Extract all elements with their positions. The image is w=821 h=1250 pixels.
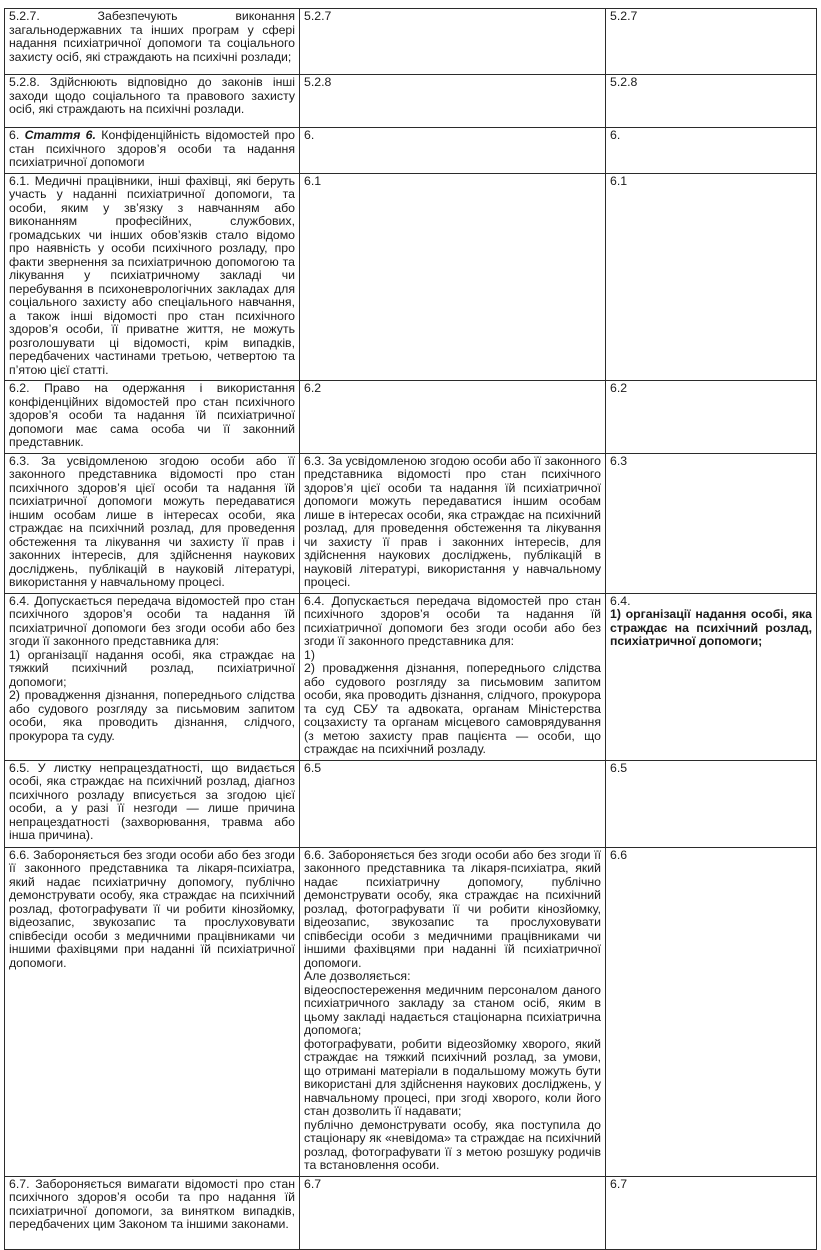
original-text-cell: 6.5. У листку непрацездатності, що видається особі, яка страждає на психічний розлад, діагноз психічного розладу вписується за згодою цієї особи, а у разі її незгоди — лише причина непрацездатності (захворювання, травма або інша причина). xyxy=(5,760,300,847)
table-row xyxy=(5,760,817,847)
proposed-text-cell: 6.6. Забороняється без згоди особи або без згоди її законного представника та лікаря-психіатра, який надає психіатричну допомогу, публічно демонструвати особу, яка страждає на психічний розлад, фотографувати її чи робити кінозйомку, відеозапис, звукозапис та прослуховувати співбесіди особи з медичними працівниками чи іншими фахівцями при наданні їй психіатричної допомоги. Але дозволяється: відеоспостереження медичним персоналом даного психіатричного закладу за станом осіб, яким в цьому закладі надається стаціонарна психіатрична допомога; фотографувати, робити відеозйомку хворого, який страждає на тяжкий психічний розлад, за умови, що отримані матеріали в подальшому можуть бути використані для здійснення наукових досліджень, у навчальному процесі, при згоді хворого, коли його стан дозволить її надавати; публічно демонструвати особу, яка поступила до стаціонару як «невідома» та страждає на психічний розлад, фотографувати її з метою розшуку родичів та встановлення особи. xyxy=(300,847,606,1176)
original-text-cell: 6.4. Допускається передача відомостей про стан психічного здоров’я особи та надання їй психіатричної допомоги без згоди особи або без згоди її законного представника для: 1) організації надання особі, яка страждає на тяжкий психічний розлад, психіатричної допомоги; 2) провадження дізнання, попереднього слідства або судового розгляду за письмовим запитом особи, яка проводить дізнання, слідчого, прокурора та суду. xyxy=(5,593,300,760)
comment-cell: 6. xyxy=(606,128,817,174)
table-row xyxy=(5,128,817,174)
table-row xyxy=(5,381,817,454)
proposed-text-cell: 6.7 xyxy=(300,1176,606,1249)
comment-cell: 6.5 xyxy=(606,760,817,847)
table-row xyxy=(5,75,817,128)
table-row xyxy=(5,9,817,75)
comment-cell: 6.7 xyxy=(606,1176,817,1249)
comment-cell: 6.1 xyxy=(606,173,817,381)
original-text-cell: 6.2. Право на одержання і використання конфіденційних відомостей про стан психічного здоров’я особи та надання їй психіатричної допомоги має сама особа чи її законний представник. xyxy=(5,381,300,454)
proposed-text-cell: 6.2 xyxy=(300,381,606,454)
comment-cell xyxy=(606,593,817,760)
comment-cell: 5.2.7 xyxy=(606,9,817,75)
article-title-text: Конфіденційність відомостей про стан психічного здоров’я особи та надання психіатричної допомоги xyxy=(9,128,296,169)
proposed-text-cell: 6. xyxy=(300,128,606,174)
original-text-cell: 6.6. Забороняється без згоди особи або без згоди її законного представника та лікаря-психіатра, який надає психіатричну допомогу, публічно демонструвати особу, яка страждає на психічний розлад, фотографувати її чи робити кінозйомку, відеозапис, звукозапис та прослуховувати співбесіди особи з медичними працівниками чи іншими фахівцями при наданні їй психіатричної допомоги. xyxy=(5,847,300,1176)
table-row xyxy=(5,453,817,593)
comparison-table xyxy=(4,8,817,1250)
original-text-cell: 6.1. Медичні працівники, інші фахівці, які беруть участь у наданні психіатричної допомоги, та особи, яким у зв’язку з навчанням або виконанням професійних, службових, громадських чи інших обов’язків стало відомо про наявність у особи психічного розладу, про факти звернення за психіатричною допомогою та лікування у психіатричному закладі чи перебування в психоневрологічних закладах для соціального захисту або спеціального навчання, а також інші відомості про стан психічного здоров’я особи, її приватне життя, не можуть розголошувати ці відомості, крім випадків, передбачених частинами третьою, четвертою та п’ятою цієї статті. xyxy=(5,173,300,381)
comment-cell: 6.2 xyxy=(606,381,817,454)
proposed-text-cell: 5.2.7 xyxy=(300,9,606,75)
table-row xyxy=(5,1176,817,1249)
comment-cell: 6.3 xyxy=(606,453,817,593)
proposed-text-cell: 5.2.8 xyxy=(300,75,606,128)
comment-cell: 6.6 xyxy=(606,847,817,1176)
table-row xyxy=(5,173,817,381)
proposed-text-cell: 6.5 xyxy=(300,760,606,847)
comment-number: 6.4. xyxy=(610,593,631,608)
original-text-cell: 5.2.8. Здійснюють відповідно до законів інші заходи щодо соціального та правового захисту осіб, які страждають на психічні розлади. xyxy=(5,75,300,128)
comment-cell: 5.2.8 xyxy=(606,75,817,128)
original-text-cell: 6.7. Забороняється вимагати відомості про стан психічного здоров’я особи та про надання їй психіатричної допомоги, за винятком випадків, передбачених цим Законом та іншими законами. xyxy=(5,1176,300,1249)
article-title-emphasis: Стаття 6. xyxy=(24,128,96,142)
original-text-cell: 5.2.7. Забезпечують виконання загальнодержавних та інших програм у сфері надання психіатричної допомоги та соціального захисту осіб, які страждають на психічні розлади; xyxy=(5,9,300,75)
article-number: 6. xyxy=(9,128,25,142)
comment-bold-text: 1) організації надання особі, яка страждає на психічний розлад, психіатричної допомоги; xyxy=(610,607,812,648)
original-text-cell xyxy=(5,128,300,174)
table-row xyxy=(5,847,817,1176)
proposed-text-cell: 6.1 xyxy=(300,173,606,381)
proposed-text-cell: 6.3. За усвідомленою згодою особи або її законного представника відомості про стан психічного здоров’я цієї особи та надання їй психіатричної допомоги можуть передаватися іншим особам лише в інтересах особи, яка страждає на психічний розлад, для проведення обстеження та лікування чи захисту її прав і законних інтересів, для здійснення наукових досліджень, публікацій в науковій літературі, використання у навчальному процесі. xyxy=(300,453,606,593)
proposed-text-cell: 6.4. Допускається передача відомостей про стан психічного здоров’я особи та надання їй психіатричної допомоги без згоди особи або без згоди її законного представника для: 1) 2) провадження дізнання, попереднього слідства або судового розгляду за письмовим запитом особи, яка проводить дізнання, слідчого, прокурора та суд СБУ та адвоката, органам Міністерства соцзахисту та органам місцевого самоврядування (з метою захисту прав пацієнта — особи, що страждає на психічний розладу. xyxy=(300,593,606,760)
table-row xyxy=(5,593,817,760)
original-text-cell: 6.3. За усвідомленою згодою особи або її законного представника відомості про стан психічного здоров’я цієї особи та надання їй психіатричної допомоги можуть передаватися іншим особам лише в інтересах особи, яка страждає на психічний розлад, для проведення обстеження та лікування чи захисту її прав і законних інтересів, для здійснення наукових досліджень, публікацій в науковій літературі, використання у навчальному процесі. xyxy=(5,453,300,593)
